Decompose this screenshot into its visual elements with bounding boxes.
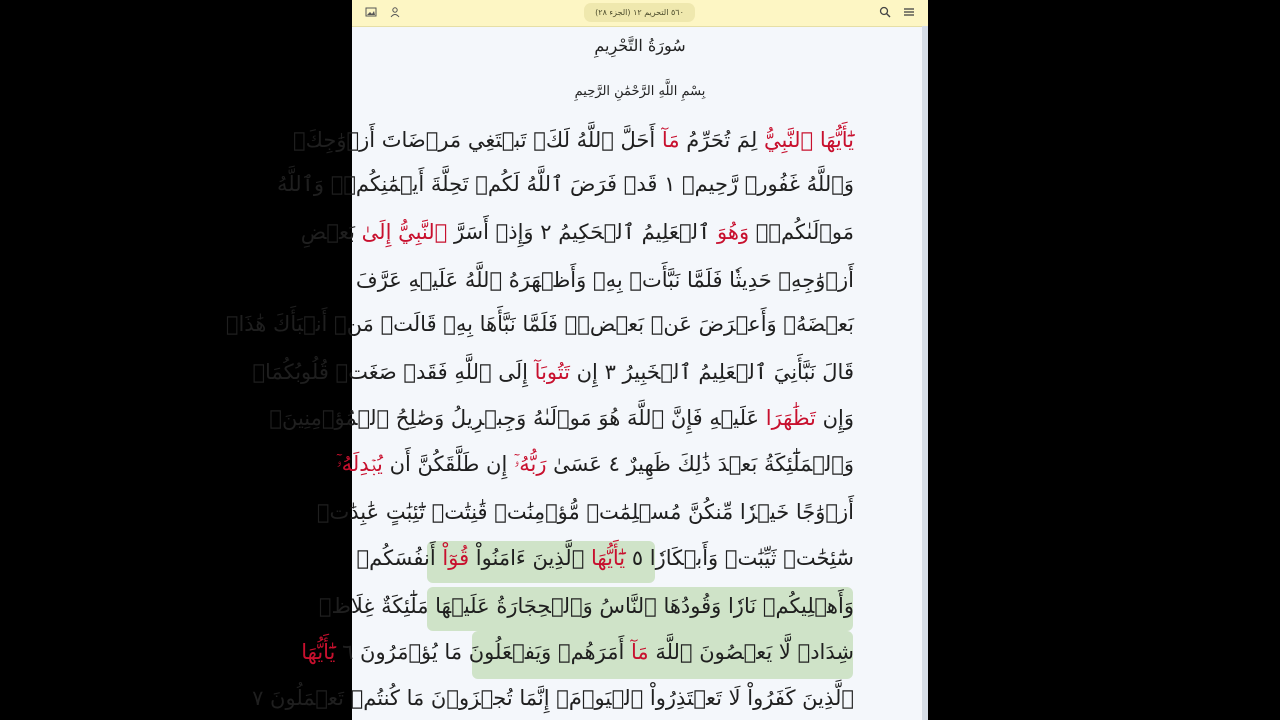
verse-text[interactable]: شِدَادٞ لَّا يَعۡصُونَ ٱللَّهَ bbox=[648, 640, 854, 664]
highlighted-word[interactable]: وَهُوَ bbox=[717, 220, 750, 244]
verse-text[interactable]: إِلَى ٱللَّهِ فَقَدۡ صَغَتۡ قُلُوبُكُمَاۖ bbox=[252, 360, 535, 384]
verse-line[interactable] bbox=[252, 351, 854, 393]
verse-line[interactable] bbox=[355, 259, 854, 301]
verse-text[interactable]: بَعۡضَهُۥ وَأَعۡرَضَ عَنۢ بَعۡضٖۖ فَلَمَّا نَبَّأَهَا بِهِۦ قَالَتۡ مَنۡ أَنۢبَأَكَ هَٰذَاۖ bbox=[225, 312, 854, 336]
verse-line[interactable] bbox=[301, 631, 854, 673]
highlighted-word[interactable]: يَٰٓأَيُّهَا bbox=[301, 640, 336, 664]
verse-text[interactable]: وَأَهۡلِيكُمۡ نَارٗا وَقُودُهَا ٱلنَّاسُ وَٱلۡحِجَارَةُ عَلَيۡهَا مَلَٰٓئِكَةٌ غِلَاظٞ bbox=[318, 594, 854, 618]
verse-text[interactable]: مَوۡلَىٰكُمۡۖ bbox=[749, 220, 854, 244]
verse-text[interactable]: أَمَرَهُمۡ وَيَفۡعَلُونَ مَا يُؤۡمَرُونَ ٦ bbox=[335, 640, 631, 664]
highlighted-word[interactable]: تَتُوبَآ bbox=[534, 360, 570, 384]
verse-text[interactable]: وَٱللَّهُ غَفُورٞ رَّحِيمٞ ١ قَدۡ فَرَضَ ٱللَّهُ لَكُمۡ تَحِلَّةَ أَيۡمَٰنِكُمۡۚ وَٱللَّهُ bbox=[276, 172, 854, 196]
person-icon[interactable] bbox=[388, 6, 402, 20]
highlighted-word[interactable]: مَآ bbox=[630, 640, 649, 664]
verse-text[interactable]: بَعۡضِ bbox=[300, 220, 362, 244]
verse-text[interactable]: ٱلَّذِينَ كَفَرُواْ لَا تَعۡتَذِرُواْ ٱلۡيَوۡمَۖ إِنَّمَا تُجۡزَوۡنَ مَا كُنتُمۡ تَعۡمَلُونَ ٧ bbox=[252, 686, 854, 710]
verse-text[interactable]: إِن طَلَّقَكُنَّ أَن bbox=[382, 452, 514, 476]
highlighted-word[interactable]: ٱلنَّبِيُّ إِلَىٰ bbox=[361, 220, 448, 244]
basmala: بِسْمِ اللَّهِ الرَّحْمَٰنِ الرَّحِيمِ bbox=[574, 84, 706, 99]
verse-text[interactable]: أَزۡوَٰجِهِۦ حَدِيثٗا فَلَمَّا نَبَّأَتۡ بِهِۦ وَأَظۡهَرَهُ ٱللَّهُ عَلَيۡهِ عَرَّفَ bbox=[355, 268, 854, 292]
verse-line[interactable] bbox=[293, 119, 854, 161]
highlighted-word[interactable]: قُوٓاْ bbox=[442, 546, 470, 570]
verse-text[interactable]: ٱلۡعَلِيمُ ٱلۡحَكِيمُ ٢ وَإِذۡ أَسَرَّ bbox=[447, 220, 718, 244]
surah-title: سُورَةُ التَّحْرِيمِ bbox=[594, 36, 686, 55]
verse-text[interactable]: وَإِن bbox=[815, 406, 854, 430]
image-icon[interactable] bbox=[364, 6, 378, 20]
verse-line[interactable] bbox=[318, 585, 854, 627]
menu-icon[interactable] bbox=[902, 6, 916, 20]
highlighted-word[interactable]: يُبۡدِلَهُۥٓ bbox=[336, 452, 383, 476]
verse-text[interactable]: أَزۡوَٰجًا خَيۡرٗا مِّنكُنَّ مُسۡلِمَٰتٖ مُّؤۡمِنَٰتٖ قَٰنِتَٰتٖ تَٰٓئِبَٰتٍ عَٰبِدَٰتٖ bbox=[316, 500, 854, 524]
top-bar bbox=[352, 0, 928, 27]
highlighted-word[interactable]: رَبُّهُۥٓ bbox=[513, 452, 547, 476]
verse-line[interactable] bbox=[269, 397, 854, 439]
verse-line[interactable] bbox=[225, 303, 854, 345]
verse-line[interactable] bbox=[316, 491, 854, 533]
verse-line[interactable] bbox=[252, 677, 854, 719]
verse-line[interactable] bbox=[356, 537, 854, 579]
highlighted-word[interactable]: يَٰٓأَيُّهَا ٱلنَّبِيُّ bbox=[763, 128, 854, 152]
verse-line[interactable] bbox=[300, 211, 854, 253]
verse-text[interactable]: قَالَ نَبَّأَنِيَ ٱلۡعَلِيمُ ٱلۡخَبِيرُ ٣ إِن bbox=[569, 360, 854, 384]
page-info-pill[interactable]: ٥٦٠ التحريم ١٢ (الجزء ٢٨) bbox=[584, 3, 695, 22]
verse-line[interactable] bbox=[336, 443, 854, 485]
highlighted-word[interactable]: تَظَٰهَرَا bbox=[765, 406, 816, 430]
page-edge bbox=[922, 26, 928, 720]
verse-text[interactable]: أَحَلَّ ٱللَّهُ لَكَۖ تَبۡتَغِي مَرۡضَاتَ أَزۡوَٰجِكَۚ bbox=[293, 128, 662, 152]
verse-text[interactable]: وَٱلۡمَلَٰٓئِكَةُ بَعۡدَ ذَٰلِكَ ظَهِيرٌ ٤ عَسَىٰ bbox=[546, 452, 854, 476]
verse-text[interactable]: عَلَيۡهِ فَإِنَّ ٱللَّهَ هُوَ مَوۡلَىٰهُ وَجِبۡرِيلُ وَصَٰلِحُ ٱلۡمُؤۡمِنِينَۖ bbox=[269, 406, 766, 430]
search-icon[interactable] bbox=[878, 6, 892, 20]
verse-text[interactable]: لِمَ تُحَرِّمُ bbox=[679, 128, 764, 152]
verse-text[interactable]: سَٰٓئِحَٰتٖ ثَيِّبَٰتٖ وَأَبۡكَارٗا ٥ bbox=[625, 546, 854, 570]
highlighted-word[interactable]: يَٰٓأَيُّهَا bbox=[590, 546, 626, 570]
mushaf-page bbox=[225, 0, 928, 720]
verse-text[interactable]: أَنفُسَكُمۡ bbox=[356, 546, 443, 570]
highlighted-word[interactable]: مَآ bbox=[661, 128, 680, 152]
verse-line[interactable] bbox=[276, 163, 854, 205]
verse-text[interactable]: ٱلَّذِينَ ءَامَنُواْ bbox=[469, 546, 591, 570]
